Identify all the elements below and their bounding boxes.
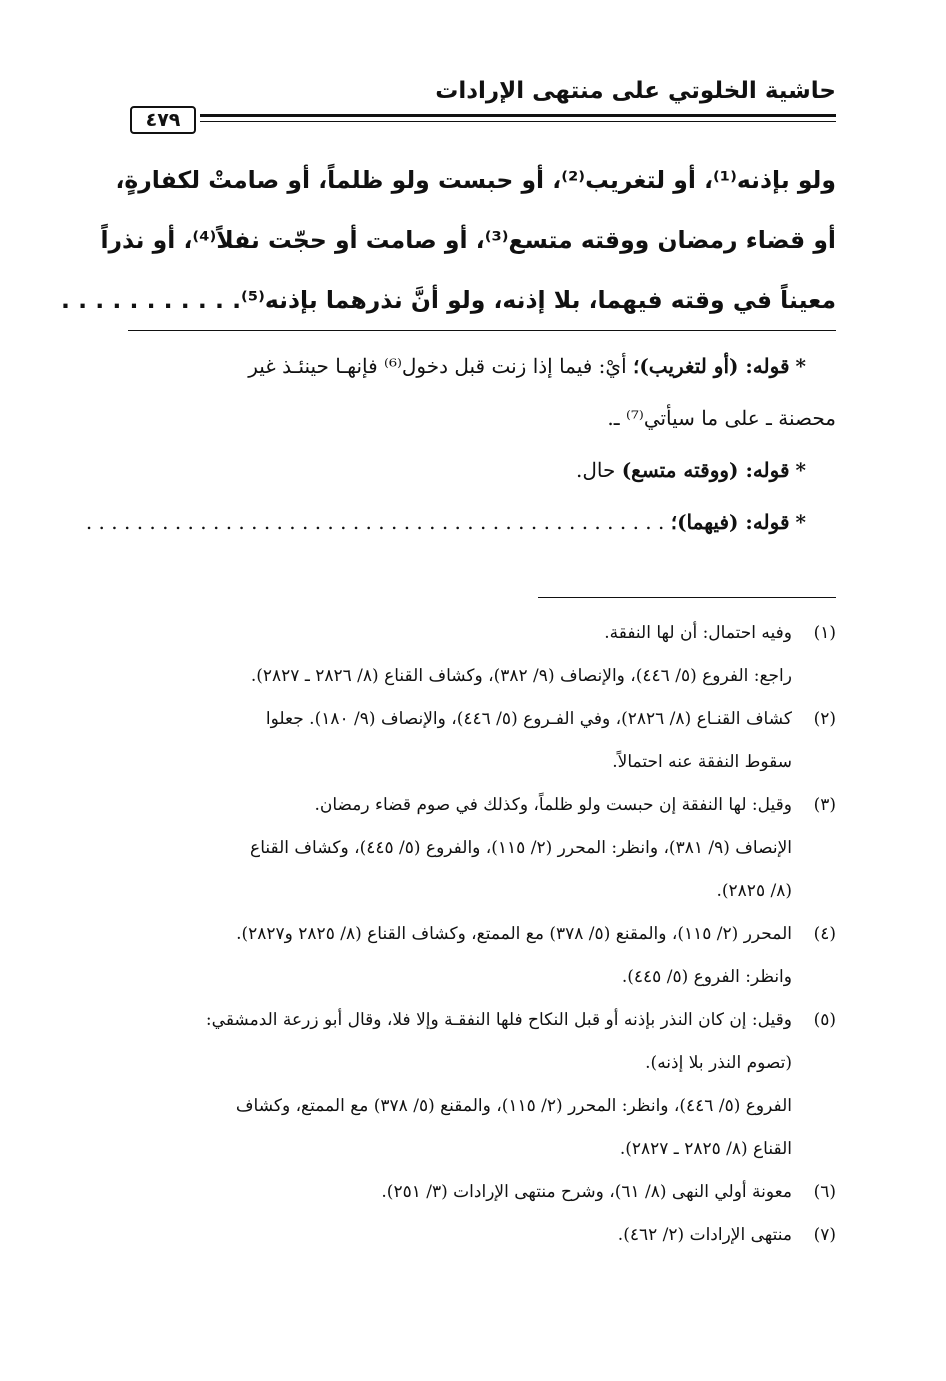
footnote-line: [128, 1171, 836, 1214]
footnote-text: معونة أولي النهى (٨/ ٦١)، وشرح منتهى الإرادات (٣/ ٢٥١).: [381, 1182, 792, 1202]
commentary-text: حال.: [576, 458, 622, 482]
footnote-line: [128, 655, 836, 698]
footnote-number: (٣): [813, 795, 836, 815]
footnote-text: وفيه احتمال: أن لها النفقة.: [604, 623, 792, 643]
footnote-separator: [538, 597, 836, 598]
footnote-text: وانظر: الفروع (٥/ ٤٤٥).: [621, 967, 792, 987]
footnote-line: [128, 827, 836, 870]
star-marker: *: [795, 458, 806, 482]
footnote-text: (تصوم النذر بلا إذنه).: [645, 1053, 792, 1073]
footnote-number: (١): [813, 623, 836, 643]
commentary-keyword: قوله: (فيهما)؛: [670, 510, 790, 534]
footnotes-block: [128, 612, 836, 1257]
commentary-keyword: قوله: (ووقته متسع): [621, 458, 790, 482]
footnote-line: [128, 913, 836, 956]
footnote-text: القناع (٨/ ٢٨٢٥ ـ ٢٨٢٧).: [619, 1139, 792, 1159]
footnote-line: [128, 1042, 836, 1085]
footnote-number: (٥): [813, 1010, 836, 1030]
footnote-text: الفروع (٥/ ٤٤٦)، وانظر: المحرر (٢/ ١١٥)، والمقنع (٥/ ٣٧٨) مع الممتع، وكشاف: [235, 1096, 792, 1116]
footnote-line: [128, 1128, 836, 1171]
commentary-text: محصنة ـ على ما سيأتي⁽⁷⁾ ـ.: [607, 406, 836, 430]
footnote-line: [128, 870, 836, 913]
footnote-line: [128, 612, 836, 655]
footnote-text: منتهى الإرادات (٢/ ٤٦٢).: [617, 1225, 792, 1245]
footnote-line: [128, 999, 836, 1042]
footnote-text: وقيل: لها النفقة إن حبست ولو ظلماً، وكذلك في صوم قضاء رمضان.: [314, 795, 792, 815]
footnote-number: (٤): [813, 924, 836, 944]
page-number: ٤٧٩: [130, 106, 196, 134]
main-text-block: [61, 150, 836, 330]
footnote-number: (٧): [813, 1225, 836, 1245]
footnote-text: سقوط النفقة عنه احتمالاً.: [612, 752, 792, 772]
footnote-text: راجع: الفروع (٥/ ٤٤٦)، والإنصاف (٩/ ٣٨٢)، وكشاف القناع (٨/ ٢٨٢٦ ـ ٢٨٢٧).: [250, 666, 792, 686]
footnote-text: وقيل: إن كان النذر بإذنه أو قبل النكاح فلها النفقـة وإلا فلا، وقال أبو زرعة الدمشقي:: [205, 1010, 792, 1030]
commentary-keyword: قوله: (أو لتغريب)؛: [632, 354, 790, 378]
main-text-line: ولو بإذنه⁽¹⁾، أو لتغريب⁽²⁾، أو حبست ولو ظلماً، أو صامتْ لكفارةٍ،: [115, 166, 836, 194]
star-marker: *: [795, 510, 806, 534]
commentary-text: . . . . . . . . . . . . . . . . . . . . . . . . . . . . . . . . . . . . . . . . . . . . . .: [85, 510, 671, 534]
footnote-line: [128, 1214, 836, 1257]
commentary-text: أيْ: فيما إذا زنت قبل دخول⁽⁶⁾ فإنهـا حينئـذ غير: [248, 354, 633, 378]
commentary-block: [85, 340, 836, 548]
footnote-number: (٦): [813, 1182, 836, 1202]
main-text-divider: [128, 330, 836, 331]
footnote-line: [128, 741, 836, 784]
running-header-title: حاشية الخلوتي على منتهى الإرادات: [435, 78, 836, 104]
commentary-line: [85, 496, 836, 548]
footnote-line: [128, 1085, 836, 1128]
footnote-text: (٨/ ٢٨٢٥).: [716, 881, 792, 901]
commentary-line: [128, 444, 836, 496]
commentary-line: [128, 392, 836, 444]
commentary-line: [128, 340, 836, 392]
header-rule-thick: [200, 114, 836, 117]
footnote-line: [128, 956, 836, 999]
main-text-line: معيناً في وقته فيهما، بلا إذنه، ولو أنَّ نذرهما بإذنه⁽⁵⁾. . . . . . . . . . .: [61, 286, 836, 314]
header-rule-thin: [200, 121, 836, 122]
main-text-line: أو قضاء رمضان ووقته متسع⁽³⁾، أو صامت أو حجّت نفلاً⁽⁴⁾، أو نذراً: [100, 226, 836, 254]
footnote-text: كشاف القنـاع (٨/ ٢٨٢٦)، وفي الفـروع (٥/ ٤٤٦)، والإنصاف (٩/ ١٨٠). جعلوا: [265, 709, 792, 729]
footnote-text: المحرر (٢/ ١١٥)، والمقنع (٥/ ٣٧٨) مع الممتع، وكشاف القناع (٨/ ٢٨٢٥ و٢٨٢٧).: [236, 924, 792, 944]
footnote-line: [128, 784, 836, 827]
footnote-text: الإنصاف (٩/ ٣٨١)، وانظر: المحرر (٢/ ١١٥)، والفروع (٥/ ٤٤٥)، وكشاف القناع: [250, 838, 792, 858]
star-marker: *: [795, 354, 806, 378]
footnote-line: [128, 698, 836, 741]
footnote-number: (٢): [813, 709, 836, 729]
